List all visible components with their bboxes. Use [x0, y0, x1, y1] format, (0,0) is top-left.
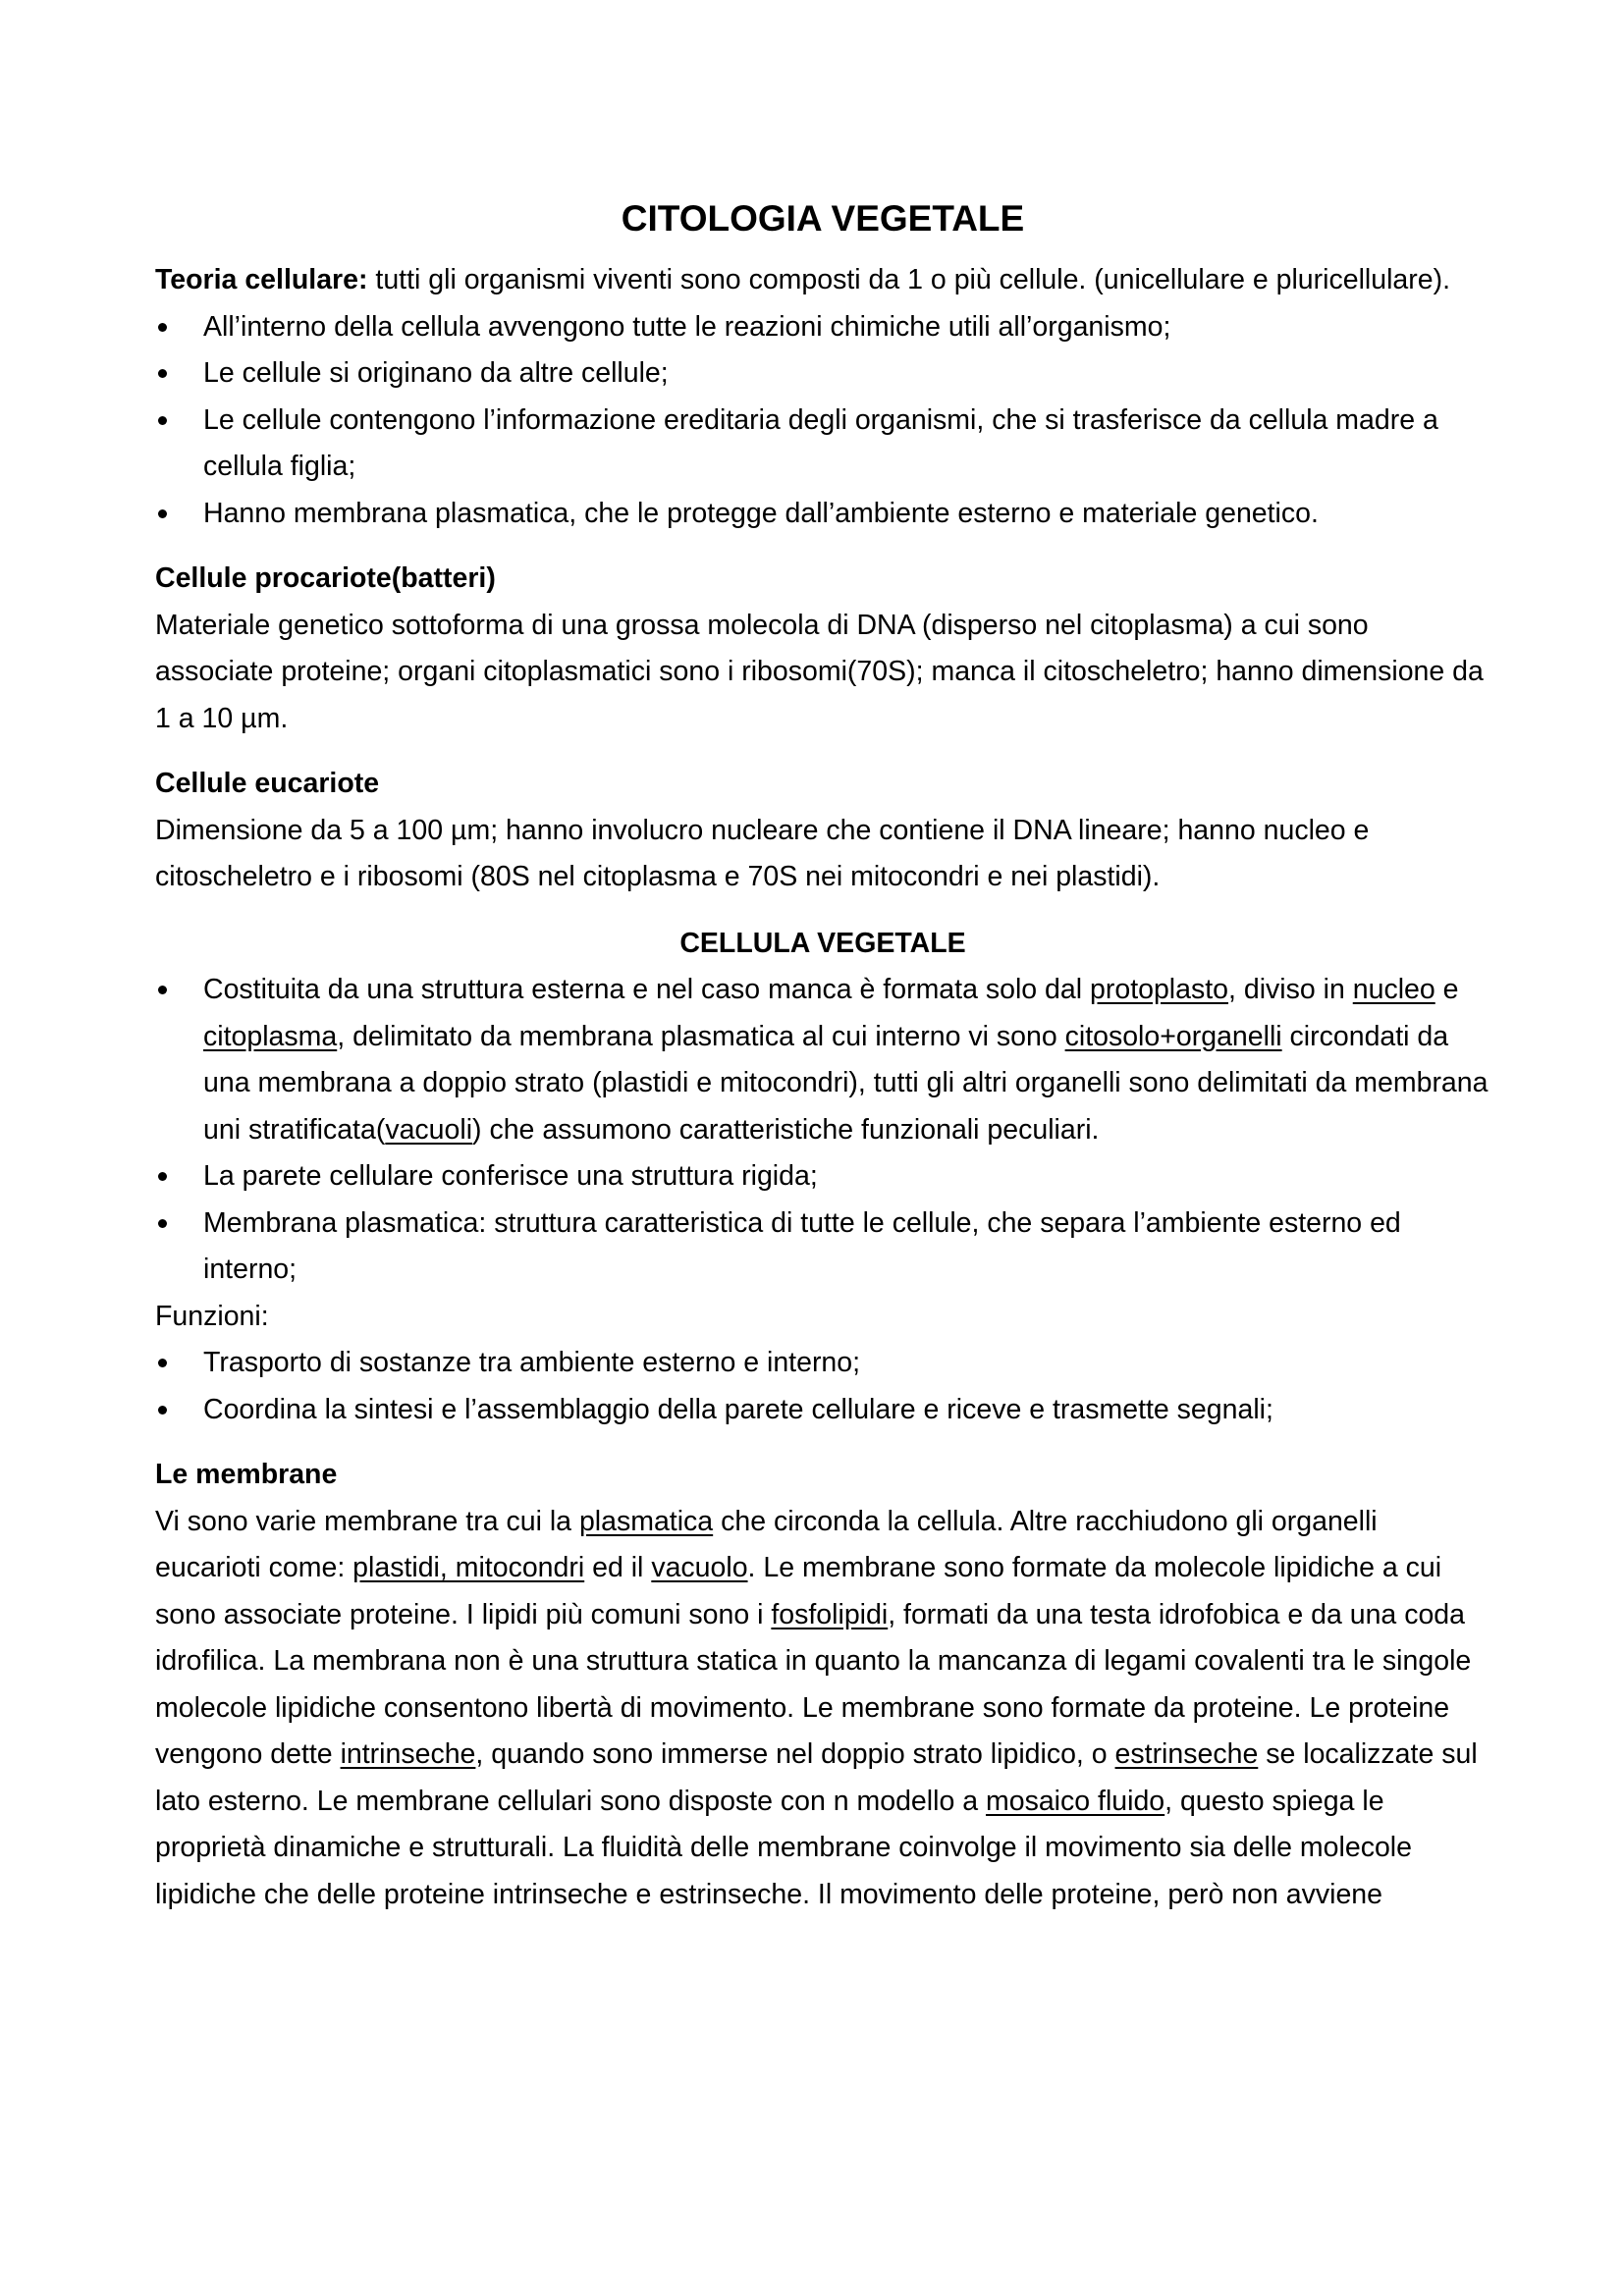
underlined-term: mosaico fluido [985, 1785, 1165, 1817]
document-body [155, 190, 1490, 1918]
text-span: , questo spiega le proprietà dinamiche e strutturali. La fluidità delle membrane coinvolge il movimento sia delle molecole lipidiche che delle proteine intrinseche e estrinseche. Il movimento delle proteine, però non avviene [155, 1785, 1412, 1910]
funzioni-bullet-list [155, 1340, 1490, 1433]
list-item: Coordina la sintesi e l’assemblaggio della parete cellulare e riceve e trasmette segnali; [155, 1387, 1490, 1434]
teoria-paragraph [155, 257, 1490, 304]
text-span: ) che assumono caratteristiche funzionali peculiari. [472, 1113, 1100, 1146]
spacer [155, 1433, 1490, 1452]
text-span: ed il [584, 1552, 652, 1583]
underlined-term: nucleo [1352, 974, 1435, 1005]
procarioti-heading: Cellule procariote(batteri) [155, 562, 496, 594]
list-item [155, 967, 1490, 1153]
cellula-vegetale-bullet-list [155, 967, 1490, 1294]
list-item: Hanno membrana plasmatica, che le protegge dall’ambiente esterno e materiale genetico. [155, 491, 1490, 538]
list-item: Le cellule si originano da altre cellule; [155, 350, 1490, 398]
text-span: , delimitato da membrana plasmatica al cui interno vi sono [337, 1020, 1065, 1052]
funzioni-label: Funzioni: [155, 1300, 269, 1332]
text-span: Costituita da una struttura esterna e nel caso manca è formata solo dal [203, 974, 1090, 1005]
list-item: All’interno della cellula avvengono tutte le reazioni chimiche utili all’organismo; [155, 304, 1490, 351]
text-span: , quando sono immerse nel doppio strato lipidico, o [475, 1738, 1115, 1770]
underlined-term: protoplasto [1090, 974, 1229, 1005]
eucarioti-paragraph: Dimensione da 5 a 100 µm; hanno involucro nucleare che contiene il DNA lineare; hanno nucleo e citoscheletro e i ribosomi (80S nel citoplasma e 70S nei mitocondri e nei plastidi). [155, 814, 1370, 892]
procarioti-paragraph: Materiale genetico sottoforma di una grossa molecola di DNA (disperso nel citoplasma) a cui sono associate proteine; organi citoplasmatici sono i ribosomi(70S); manca il citoscheletro; hanno dimensione da 1 a 10 µm. [155, 609, 1484, 734]
document-title: CITOLOGIA VEGETALE [621, 198, 1025, 239]
membrane-heading: Le membrane [155, 1459, 338, 1490]
underlined-term: fosfolipidi [771, 1598, 889, 1630]
teoria-label: Teoria cellulare: [155, 264, 368, 295]
underlined-term: vacuoli [385, 1113, 473, 1146]
cellula-vegetale-heading: CELLULA VEGETALE [679, 927, 966, 959]
spacer [155, 537, 1490, 556]
text-span: , diviso in [1228, 974, 1353, 1005]
teoria-text: tutti gli organismi viventi sono composti da 1 o più cellule. (unicellulare e pluricellulare). [367, 264, 1451, 295]
underlined-term: citosolo+organelli [1064, 1020, 1282, 1052]
list-item: Trasporto di sostanze tra ambiente esterno e interno; [155, 1340, 1490, 1387]
text-span: Vi sono varie membrane tra cui la [155, 1505, 579, 1537]
underlined-term: citoplasma [203, 1020, 338, 1052]
eucarioti-heading: Cellule eucariote [155, 768, 380, 799]
list-item: Le cellule contengono l’informazione ereditaria degli organismi, che si trasferisce da cellula madre a cellula figlia; [155, 398, 1490, 491]
text-span: se localizzate sul lato esterno. Le membrane cellulari sono disposte con n modello a [155, 1738, 1478, 1817]
underlined-term: estrinseche [1114, 1738, 1259, 1770]
text-span: . Le membrane sono formate da molecole lipidiche a cui sono associate proteine. I lipidi più comuni sono i [155, 1552, 1442, 1630]
list-item: Membrana plasmatica: struttura caratteristica di tutte le cellule, che separa l’ambiente esterno ed interno; [155, 1201, 1490, 1294]
underlined-term: plastidi, mitocondri [352, 1552, 585, 1583]
text-span: e [1435, 974, 1459, 1005]
spacer [155, 742, 1490, 761]
text-span: circondati da una membrana a doppio strato (plastidi e mitocondri), tutti gli altri organelli sono delimitati da membrana uni stratificata( [203, 1020, 1489, 1146]
text-span: che circonda la cellula. Altre racchiudono gli organelli eucarioti come: [155, 1505, 1378, 1583]
list-item: La parete cellulare conferisce una struttura rigida; [155, 1153, 1490, 1201]
underlined-term: vacuolo [651, 1552, 748, 1583]
underlined-term: plasmatica [578, 1505, 714, 1537]
teoria-bullet-list [155, 304, 1490, 538]
membrane-paragraph [155, 1499, 1490, 1919]
text-span: , formati da una testa idrofobica e da una coda idrofilica. La membrana non è una struttura statica in quanto la mancanza di legami covalenti tra le singole molecole lipidiche consentono libertà di movimento. Le membrane sono formate da proteine. Le proteine vengono dette [155, 1598, 1472, 1770]
underlined-term: intrinseche [340, 1738, 476, 1770]
